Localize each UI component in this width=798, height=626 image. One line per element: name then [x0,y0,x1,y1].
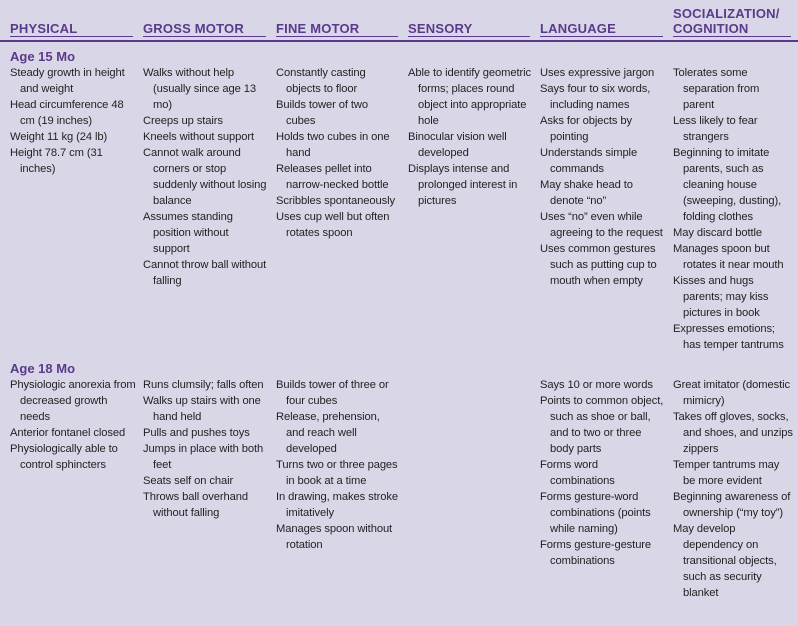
list-item: Beginning to imitate parents, such as cleaning house (sweeping, dusting), folding clothes [673,147,782,223]
list-item: Builds tower of three or four cubes [276,379,389,407]
list-item: Weight 11 kg (24 lb) [10,131,108,143]
list-item: Builds tower of two cubes [276,99,368,127]
header-language: LANGUAGE [540,21,663,37]
header-gross-motor: GROSS MOTOR [143,21,266,37]
list-item: May develop dependency on transitional objects, such as security blanket [673,523,777,599]
list-item: Jumps in place with both feet [143,443,264,471]
list-item: Cannot walk around corners or stop suddenly without losing balance [143,147,267,207]
list-item: Turns two or three pages in book at a time [276,459,398,487]
col-fine-motor-18 [276,377,400,553]
list-item: Manages spoon without rotation [276,523,393,551]
list-item: Points to common object, such as shoe or ball, and to two or three body parts [540,395,664,455]
list-item: Uses “no” even while agreeing to the request [540,211,663,239]
header-physical: PHYSICAL [10,21,133,37]
list-item: Walks without help (usually since age 13 mo) [143,67,257,111]
col-socialization-15 [673,65,793,353]
list-item: Physiologic anorexia from decreased growth needs [10,379,136,423]
list-item: Tolerates some separation from parent [673,67,760,111]
list-item: Throws ball overhand without falling [143,491,248,519]
list-item: Head circumference 48 cm (19 inches) [10,99,124,127]
col-physical-18 [10,377,136,473]
list-item: Pulls and pushes toys [143,427,250,439]
header-sensory: SENSORY [408,21,530,37]
list-item: Constantly casting objects to floor [276,67,366,95]
age-heading-18: Age 18 Mo [10,361,76,376]
list-item: Forms word combinations [540,459,615,487]
list-item: Forms gesture-word combinations (points while naming) [540,491,651,535]
col-sensory-15 [408,65,532,209]
list-item: Says 10 or more words [540,379,653,391]
list-item: Runs clumsily; falls often [143,379,264,391]
list-item: Manages spoon but rotates it near mouth [673,243,784,271]
list-item: Asks for objects by pointing [540,115,632,143]
col-socialization-18 [673,377,793,601]
col-gross-motor-15 [143,65,267,289]
list-item: Uses common gestures such as putting cup to mouth when empty [540,243,657,287]
list-item: May shake head to denote “no” [540,179,633,207]
table-header [0,0,798,42]
age-heading-15: Age 15 Mo [10,49,76,64]
list-item: Releases pellet into narrow-necked bottle [276,163,389,191]
list-item: Kisses and hugs parents; may kiss pictures in book [673,275,769,319]
col-language-18 [540,377,665,569]
list-item: Creeps up stairs [143,115,223,127]
list-item: Walks up stairs with one hand held [143,395,261,423]
list-item: Able to identify geometric forms; places round object into appropriate hole [408,67,532,127]
list-item: Kneels without support [143,131,254,143]
list-item: Temper tantrums may be more evident [673,459,780,487]
list-item: Physiologically able to control sphincters [10,443,118,471]
col-language-15 [540,65,665,289]
list-item: Understands simple commands [540,147,638,175]
list-item: Holds two cubes in one hand [276,131,390,159]
col-physical-15 [10,65,136,177]
header-socialization-line2: COGNITION [673,21,749,36]
list-item: Binocular vision well developed [408,131,507,159]
list-item: Cannot throw ball without falling [143,259,267,287]
header-socialization-line1: SOCIALIZATION/ [673,6,780,21]
list-item: Height 78.7 cm (31 inches) [10,147,103,175]
header-socialization [673,6,791,37]
list-item: Scribbles spontaneously [276,195,395,207]
list-item: Uses cup well but often rotates spoon [276,211,390,239]
list-item: Great imitator (domestic mimicry) [673,379,790,407]
list-item: Expresses emotions; has temper tantrums [673,323,784,351]
list-item: Beginning awareness of ownership (“my toy”) [673,491,791,519]
list-item: In drawing, makes stroke imitatively [276,491,398,519]
list-item: Displays intense and prolonged interest in pictures [408,163,518,207]
col-gross-motor-18 [143,377,267,521]
list-item: Uses expressive jargon [540,67,655,79]
list-item: Less likely to fear strangers [673,115,758,143]
list-item: Anterior fontanel closed [10,427,126,439]
list-item: Says four to six words, including names [540,83,651,111]
list-item: Release, prehension, and reach well developed [276,411,380,455]
list-item: Takes off gloves, socks, and shoes, and unzips zippers [673,411,793,455]
list-item: Assumes standing position without support [143,211,233,255]
list-item: May discard bottle [673,227,762,239]
list-item: Seats self on chair [143,475,234,487]
col-fine-motor-15 [276,65,400,241]
list-item: Forms gesture-gesture combinations [540,539,652,567]
header-fine-motor: FINE MOTOR [276,21,398,37]
list-item: Steady growth in height and weight [10,67,125,95]
